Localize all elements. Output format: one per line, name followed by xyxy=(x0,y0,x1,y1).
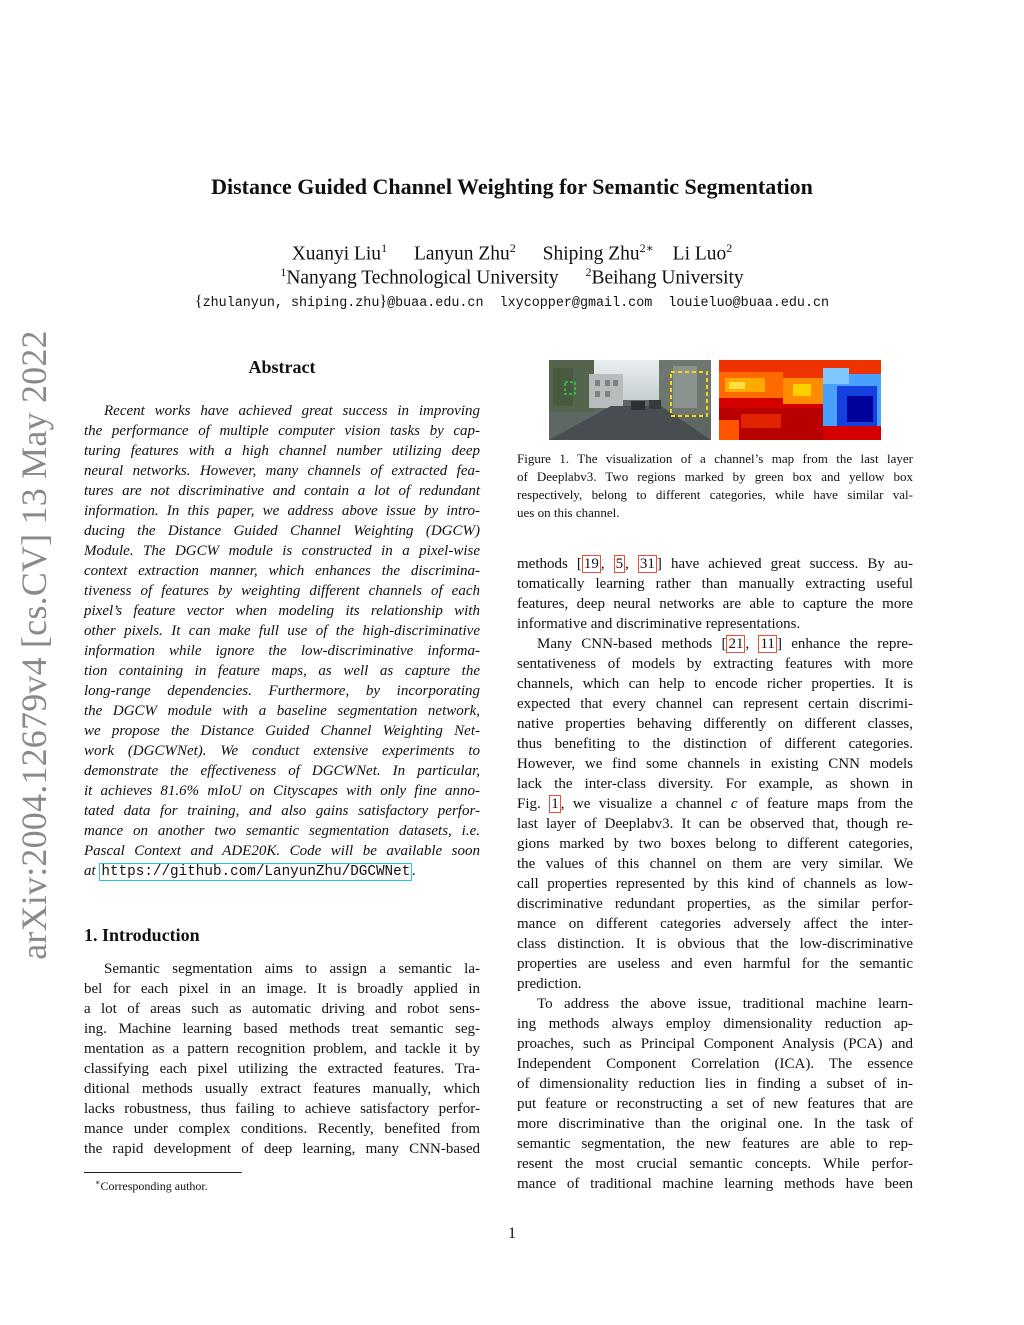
footnote-rule xyxy=(84,1172,242,1173)
text-line: other pixels. It can make full use of the high-discriminative xyxy=(84,623,480,639)
figure-link[interactable]: 1 xyxy=(551,796,559,812)
citation-link[interactable]: 5 xyxy=(615,556,624,572)
text-line: the rapid development of deep learning, many CNN-based xyxy=(84,1141,480,1157)
email-group: zhulanyun, shiping.zhu xyxy=(202,296,380,311)
text-line: mance under complex conditions. Recently, benefited from xyxy=(84,1121,480,1137)
author-sup: 2 xyxy=(509,241,516,255)
citation-link[interactable]: 21 xyxy=(728,636,744,652)
email: louieluo@buaa.edu.cn xyxy=(668,296,830,311)
text-line: mentation as a pattern recognition problem, and tackle it by xyxy=(84,1041,480,1057)
author-sup: 2 xyxy=(726,241,733,255)
email-domain: @buaa.edu.cn xyxy=(387,296,484,311)
section-heading: 1. Introduction xyxy=(84,925,200,945)
intro-body xyxy=(84,959,480,1159)
author-sup: 2∗ xyxy=(639,241,654,255)
text-line: tion containing in feature maps, as well as capture the xyxy=(84,663,480,679)
text-line: Independent Component Correlation (ICA). The essence xyxy=(517,1056,913,1072)
text-line: features, deep neural networks are able to capture the more xyxy=(517,596,913,612)
affiliation: Beihang University xyxy=(591,267,744,289)
text-line: semantic segmentation, the new features are able to rep- xyxy=(517,1136,913,1152)
citation-link[interactable]: 11 xyxy=(760,636,775,652)
text-line: To address the above issue, traditional machine learn- xyxy=(537,996,913,1012)
text-line: properties are useless and even harmful for the semantic xyxy=(517,956,913,972)
text-line: bel for each pixel in an image. It is broadly applied in xyxy=(84,981,480,997)
text-line: the DGCW module with a baseline segmentation network, xyxy=(84,703,480,719)
email: lxycopper@gmail.com xyxy=(499,296,653,311)
text-line: tated data for training, and also gains satisfactory perfor- xyxy=(84,803,480,819)
text-line: expected that every channel can represent certain discrimi- xyxy=(517,696,913,712)
author-name: Lanyun Zhu xyxy=(413,243,510,265)
text-line: mance on different categories adversely affect the inter- xyxy=(517,916,913,932)
caption-line: ues on this channel. xyxy=(517,505,620,520)
text-line: neural networks. However, many channels of extracted fea- xyxy=(84,463,480,479)
author-name: Shiping Zhu xyxy=(542,243,640,265)
text-line: information while ignore the low-discriminative informa- xyxy=(84,643,480,659)
text-line: turing features with a high channel number utilizing deep xyxy=(84,443,480,459)
author-emails: {zhulanyun, shiping.zhu}@buaa.edu.cn lxycopper@gmail.com louieluo@buaa.edu.cn xyxy=(194,293,830,311)
affiliation-sup: 2 xyxy=(585,265,592,279)
text-line: Recent works have achieved great success in improving xyxy=(104,403,480,419)
text-line: Module. The DGCW module is constructed in a pixel-wise xyxy=(84,543,480,559)
channel-heatmap xyxy=(719,360,881,440)
text-line: mance of traditional machine learning methods have been xyxy=(517,1176,913,1192)
street-scene-photo xyxy=(549,360,711,440)
figure-caption xyxy=(517,450,913,522)
text-line: lacks robustness, thus failing to achieve satisfactory perfor- xyxy=(84,1101,480,1117)
text-line: discriminative redundant properties, as the similar perfor- xyxy=(517,896,913,912)
text-line: channels, which can help to encode richer properties. It is xyxy=(517,676,913,692)
text-line: tures are not discriminative and contain a lot of redundant xyxy=(84,483,480,499)
text-line: ditional methods usually extract features manually, which xyxy=(84,1081,480,1097)
page-number: 1 xyxy=(508,1225,516,1242)
text-line: ing methods always employ dimensionality reduction ap- xyxy=(517,1016,913,1032)
text-line: the performance of multiple computer vision tasks by cap- xyxy=(84,423,480,439)
text-line: long-range dependencies. Furthermore, by incorporating xyxy=(84,683,480,699)
text-line: sentativeness of models by extracting features with more xyxy=(517,656,913,672)
text-line: classifying each pixel utilizing the extracted features. Tra- xyxy=(84,1061,480,1077)
text-line: resent the most crucial semantic concepts. While perfor- xyxy=(517,1156,913,1172)
text-line: informative and discriminative representations. xyxy=(517,616,801,632)
text-line: demonstrate the effectiveness of DGCWNet. In particular, xyxy=(84,763,480,779)
text-line: However, we find some channels in existing CNN models xyxy=(517,756,913,772)
text-line: thus benefiting to the distinction of different categories. xyxy=(517,736,913,752)
text-line: lack the inter-class diversity. For example, as shown in xyxy=(517,776,913,792)
intro-body-right xyxy=(517,554,913,1194)
text-line: Pascal Context and ADE20K. Code will be available soon xyxy=(84,843,480,859)
text-line: tiveness of features by weighting different channels of each xyxy=(84,583,480,599)
figure-street-image xyxy=(549,360,711,440)
figure-heatmap-image xyxy=(719,360,881,440)
caption-line: of Deeplabv3. Two regions marked by green box and yellow box xyxy=(517,469,913,484)
text-line: information. In this paper, we address above issue by intro- xyxy=(84,503,480,519)
author-list xyxy=(0,241,1024,266)
author-sup: 1 xyxy=(381,241,388,255)
text-line: ducing the Distance Guided Channel Weighting (DGCW) xyxy=(84,523,480,539)
affiliation-list xyxy=(0,265,1024,290)
footnote: ∗Corresponding author. xyxy=(95,1178,208,1193)
author-name: Li Luo xyxy=(672,243,727,265)
abstract-body xyxy=(84,401,480,881)
text-line: class distinction. It is obvious that the low-discriminative xyxy=(517,936,913,952)
text-line: put feature or reconstructing a set of new features that are xyxy=(517,1096,913,1112)
text-line: work (DGCWNet). We conduct extensive experiments to xyxy=(84,743,480,759)
text-line: call properties represented by this kind of channels as low- xyxy=(517,876,913,892)
affiliation: Nanyang Technological University xyxy=(286,267,559,289)
text-line: tomatically learning rather than manually extracting useful xyxy=(517,576,913,592)
arxiv-identifier: arXiv:2004.12679v4 [cs.CV] 13 May 2022 xyxy=(14,330,54,960)
text-line: ing. Machine learning based methods treat semantic seg- xyxy=(84,1021,480,1037)
text-line: we propose the Distance Guided Channel Weighting Net- xyxy=(84,723,480,739)
text-line: at https://github.com/LanyunZhu/DGCWNet . xyxy=(84,863,417,880)
text-line: prediction. xyxy=(517,976,582,992)
text-line: gions marked by two boxes belong to different categories, xyxy=(517,836,913,852)
text-line: the values of this channel on them are very similar. We xyxy=(517,856,913,872)
text-line: proaches, such as Principal Component Analysis (PCA) and xyxy=(517,1036,913,1052)
code-url-link[interactable]: https://github.com/LanyunZhu/DGCWNet xyxy=(101,864,411,880)
text-line: context extraction manner, which enhances the discrimina- xyxy=(84,563,480,579)
text-line: Semantic segmentation aims to assign a semantic la- xyxy=(104,961,480,977)
text-line: mance on another two semantic segmentation datasets, i.e. xyxy=(84,823,480,839)
text-line: native properties behaving differently on different classes, xyxy=(517,716,913,732)
text-line: Many CNN-based methods [ 21 , 11 ] enhance the repre- xyxy=(537,636,913,652)
author-name: Xuanyi Liu xyxy=(291,243,382,265)
text-line: Fig. 1 , we visualize a channel c of feature maps from the xyxy=(517,796,913,812)
text-line: last layer of Deeplabv3. It can be observed that, though re- xyxy=(517,816,913,832)
text-line: a lot of areas such as automatic driving and robot sens- xyxy=(84,1001,480,1017)
citation-link[interactable]: 31 xyxy=(639,556,655,572)
text-line: more discriminative than the original one. In the task of xyxy=(517,1116,913,1132)
abstract-heading: Abstract xyxy=(248,357,316,377)
caption-line: Figure 1. The visualization of a channel’s map from the last layer xyxy=(517,451,913,466)
text-line: of dimensionality reduction lies in finding a subset of in- xyxy=(517,1076,913,1092)
text-line: it achieves 81.6% mIoU on Cityscapes with only fine anno- xyxy=(84,783,480,799)
paper-title: Distance Guided Channel Weighting for Semantic Segmentation xyxy=(211,174,813,199)
text-line: pixel’s feature vector when modeling its relationship with xyxy=(84,603,480,619)
affiliation-sup: 1 xyxy=(280,265,287,279)
text-line: methods [ 19 , 5 , 31 ] have achieved great success. By au- xyxy=(517,556,914,572)
citation-link[interactable]: 19 xyxy=(583,556,599,572)
caption-line: respectively, belong to different categories, while have similar val- xyxy=(517,487,913,502)
